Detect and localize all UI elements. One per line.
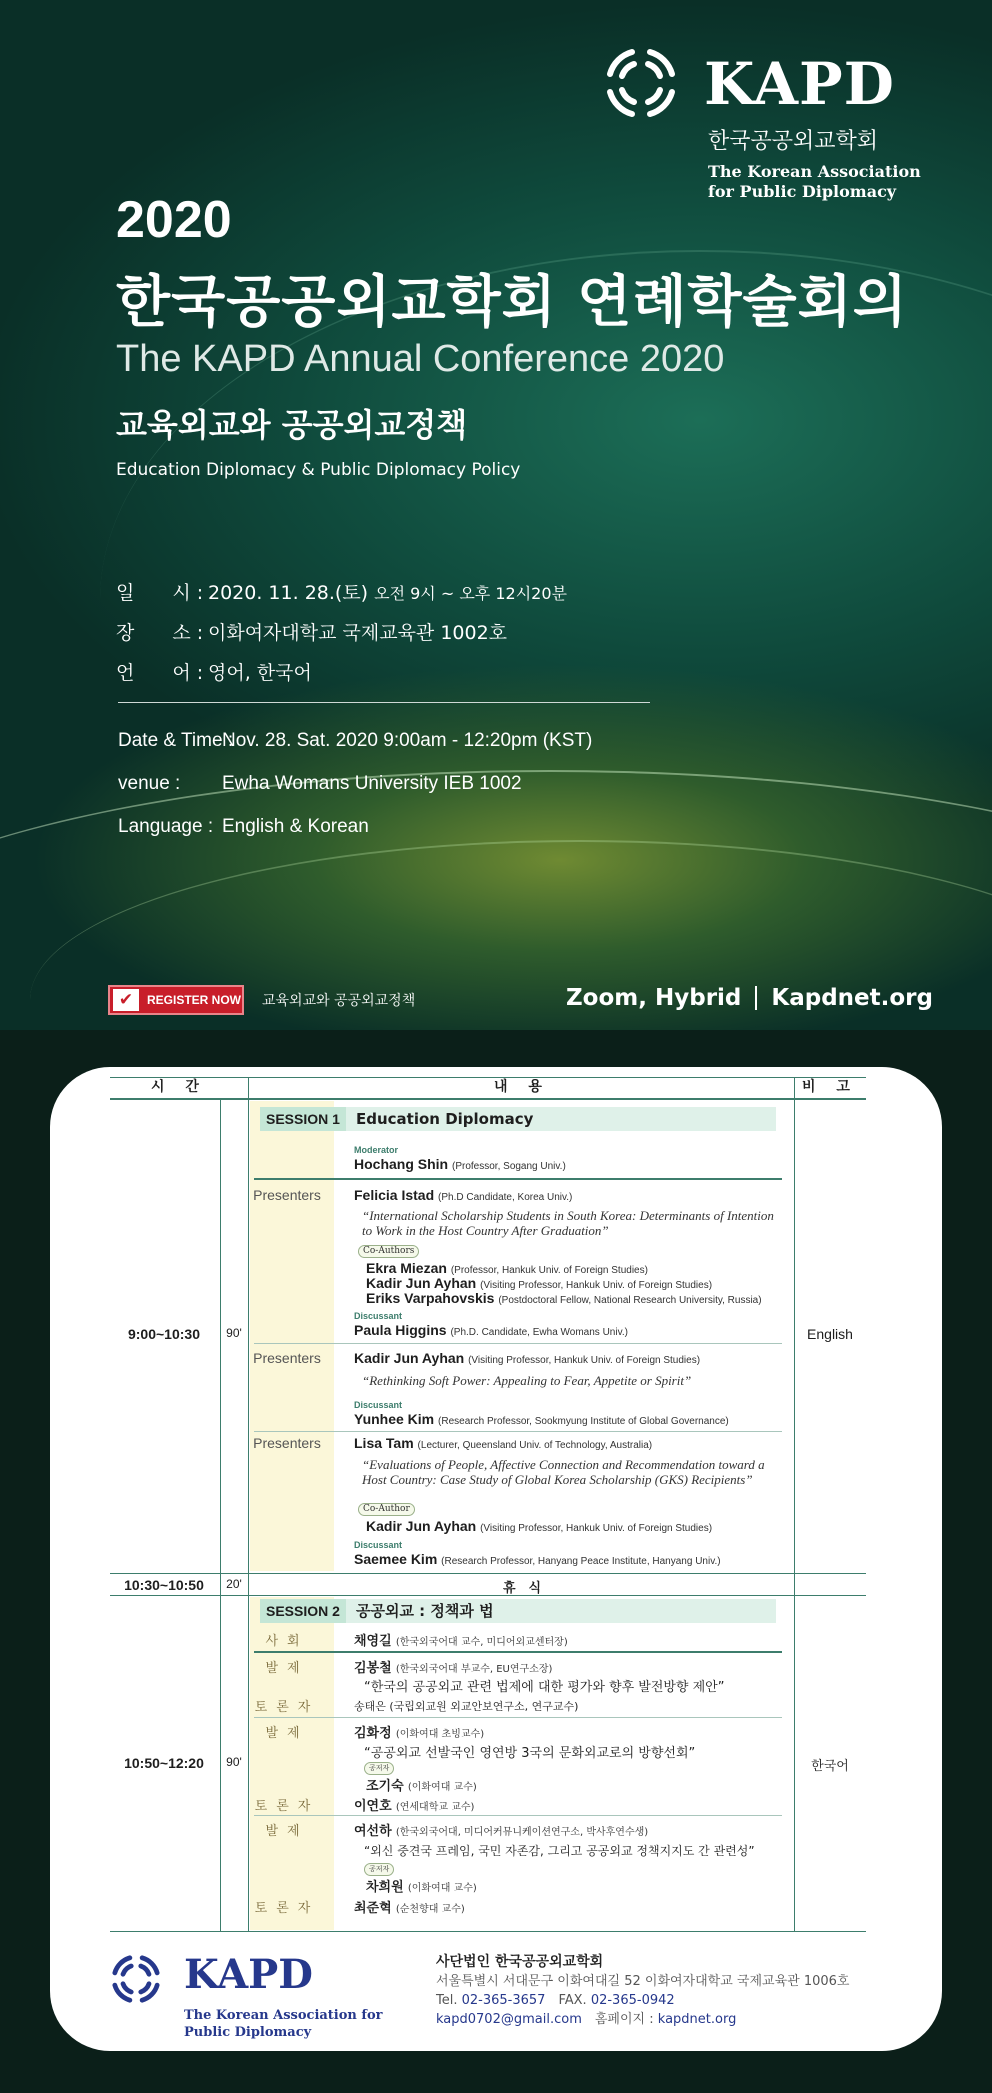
footer-brand-en: The Korean Association for Public Diplomacy [184,2008,383,2040]
coauthor: Eriks Varpahovskis (Postdoctoral Fellow, National Research University, Russia) [366,1290,762,1306]
brand-name-kr: 한국공공외교학회 [708,129,879,154]
discussant: 송태은 (국립외교원 외교안보연구소, 연구교수) [354,1700,579,1713]
poster-header [0,0,992,1030]
duration-session1: 90' [226,1326,242,1340]
kapd-logo-icon [108,1951,164,2007]
time-session1: 9:00~10:30 [127,1326,200,1342]
presenter-kr-2: 김화정 (이화여대 초빙교수) [354,1726,485,1741]
discussant: Paula Higgins (Ph.D. Candidate, Ewha Womans Univ.) [354,1322,628,1338]
presenter-label: 발제 [265,1661,309,1676]
discussant: Saemee Kim (Research Professor, Hanyang Peace Institute, Hanyang Univ.) [354,1551,721,1567]
paper-title-2: “Rethinking Soft Power: Appealing to Fear, Appetite or Spirit” [362,1373,692,1388]
footer-brand-name: KAPD [184,1951,313,1998]
presenter-3: Lisa Tam (Lecturer, Queensland Univ. of Technology, Australia) [354,1435,653,1451]
header-content: 내 용 [494,1079,550,1095]
footer-logo [108,1947,398,2047]
email-web: kapd0702@gmail.com 홈페이지 : kapdnet.org [436,2012,737,2027]
website-link[interactable]: Kapdnet.org [771,985,933,1011]
session2-title: 공공외교 : 정책과 법 [346,1599,776,1623]
coauthor-tag: 공저자 [364,1863,394,1876]
org-name: 사단법인 한국공공외교학회 [436,1954,604,1970]
phone-fax: Tel. 02-365-3657 FAX. 02-365-0942 [436,1993,675,2008]
coauthor: 조기숙 (이화여대 교수) [366,1779,477,1794]
paper-title-3: “Evaluations of People, Affective Connection and Recommendation toward a Host Country: Case Study of Global Korea Scholarship (GKS) Recipients” [362,1457,765,1487]
coauthors-tag: Co-Authors [358,1245,419,1258]
paper-title-1: “International Scholarship Students in South Korea: Determinants of Intention to Work in the Host Country After Graduation” [362,1208,774,1238]
session2-label: SESSION 2 [260,1599,346,1623]
brand-name-en: The Korean Association for Public Diplomacy [708,162,921,201]
header-time: 시 간 [151,1079,207,1095]
discussant-tag: Discussant [354,1540,403,1550]
email-link[interactable]: kapd0702@gmail.com [436,2012,582,2027]
event-title-kr: 한국공공외교학회 연례학술회의 [116,270,908,335]
event-title-en: The KAPD Annual Conference 2020 [116,338,725,380]
moderator: Hochang Shin (Professor, Sogang Univ.) [354,1156,566,1172]
checkmark-icon: ✔ [113,989,139,1011]
discussant: 이연호 (연세대학교 교수) [354,1799,475,1814]
event-year: 2020 [116,191,232,249]
moderator-tag: Moderator [354,1145,399,1155]
break-label: 휴 식 [502,1581,542,1596]
chair: 채영길 (한국외국어대 교수, 미디어외교센터장) [354,1634,568,1649]
program-table [110,1077,866,1932]
homepage-link[interactable]: kapdnet.org [657,2012,737,2027]
kapd-logo [600,42,940,212]
duration-break: 20' [226,1577,242,1591]
chair-label: 사회 [265,1634,309,1649]
coauthor: Kadir Jun Ayhan (Visiting Professor, Hankuk Univ. of Foreign Studies) [366,1518,713,1534]
info-language-en: Language : English & Korean [118,816,369,837]
address: 서울특별시 서대문구 이화여대길 52 이화여자대학교 국제교육관 1006호 [436,1974,850,1989]
format-label: Zoom, Hybrid [566,985,742,1011]
presenter-2: Kadir Jun Ayhan (Visiting Professor, Hankuk Univ. of Foreign Studies) [354,1350,701,1366]
time-break: 10:30~10:50 [124,1577,204,1593]
kapd-logo-icon [600,42,682,124]
register-button[interactable] [108,985,244,1015]
footer-contact [436,1953,850,2029]
program-card [50,1067,942,2051]
session1-title: Education Diplomacy [346,1107,776,1131]
note-session1: English [807,1326,853,1342]
event-theme-kr: 교육외교와 공공외교정책 [116,406,468,444]
presenter-kr-3: 여선하 (한국외국어대, 미디어커뮤니케이션연구소, 박사후연수생) [354,1824,649,1839]
discussant-label: 토론자 [254,1799,320,1814]
presenters-label: Presenters [253,1187,321,1203]
coauthor: Kadir Jun Ayhan (Visiting Professor, Hankuk Univ. of Foreign Studies) [366,1275,713,1291]
info-language-kr: 언 어 : 영어, 한국어 [116,662,312,684]
divider [118,702,650,703]
presenters-label: Presenters [253,1435,321,1451]
presenter-label: 발제 [265,1824,309,1839]
role-column [250,1101,334,1571]
paper-title-kr-1: “한국의 공공외교 관련 법제에 대한 평가와 향후 발전방향 제안” [364,1680,725,1695]
duration-session2: 90' [226,1755,242,1769]
presenter-kr-1: 김봉철 (한국외국어대 부교수, EU연구소장) [354,1661,553,1676]
discussant-label: 토론자 [254,1700,320,1715]
discussant-tag: Discussant [354,1311,403,1321]
discussant-label: 토론자 [254,1901,320,1916]
info-venue-en: venue : Ewha Womans University IEB 1002 [118,773,522,794]
coauthor: Ekra Miezan (Professor, Hankuk Univ. of Foreign Studies) [366,1260,648,1276]
paper-title-kr-3: “외신 중견국 프레임, 국민 자존감, 그리고 공공외교 정책지지도 간 관련성” [364,1844,755,1858]
event-theme-en: Education Diplomacy & Public Diplomacy Policy [116,460,521,480]
event-format [566,985,933,1011]
discussant: Yunhee Kim (Research Professor, Sookmyung Institute of Global Governance) [354,1411,729,1427]
coauthor: 차희원 (이화여대 교수) [366,1880,477,1895]
discussant: 최준혁 (순천향대 교수) [354,1901,465,1916]
info-date-kr: 일 시 : 2020. 11. 28.(토) 오전 9시 ~ 오후 12시20분 [116,582,567,604]
presenter-1: Felicia Istad (Ph.D Candidate, Korea Univ.) [354,1187,573,1203]
brand-name: KAPD [704,50,895,118]
coauthor-tag: Co-Author [358,1503,415,1516]
register-label: REGISTER NOW [147,993,242,1007]
note-session2: 한국어 [811,1759,849,1774]
discussant-tag: Discussant [354,1400,403,1410]
register-subtext: 교육외교와 공공외교정책 [262,993,416,1009]
time-session2: 10:50~12:20 [124,1755,204,1771]
info-venue-kr: 장 소 : 이화여자대학교 국제교육관 1002호 [116,622,508,644]
session1-label: SESSION 1 [260,1107,346,1131]
header-note: 비 고 [802,1079,858,1095]
separator [755,986,757,1010]
paper-title-kr-2: “공공외교 선발국인 영연방 3국의 문화외교로의 방향선회” [364,1746,696,1761]
presenter-label: 발제 [265,1726,309,1741]
coauthor-tag: 공저자 [364,1762,394,1775]
info-date-en: Date & Time :Nov. 28. Sat. 2020 9:00am - 12:20pm (KST) [118,730,593,751]
presenters-label: Presenters [253,1350,321,1366]
